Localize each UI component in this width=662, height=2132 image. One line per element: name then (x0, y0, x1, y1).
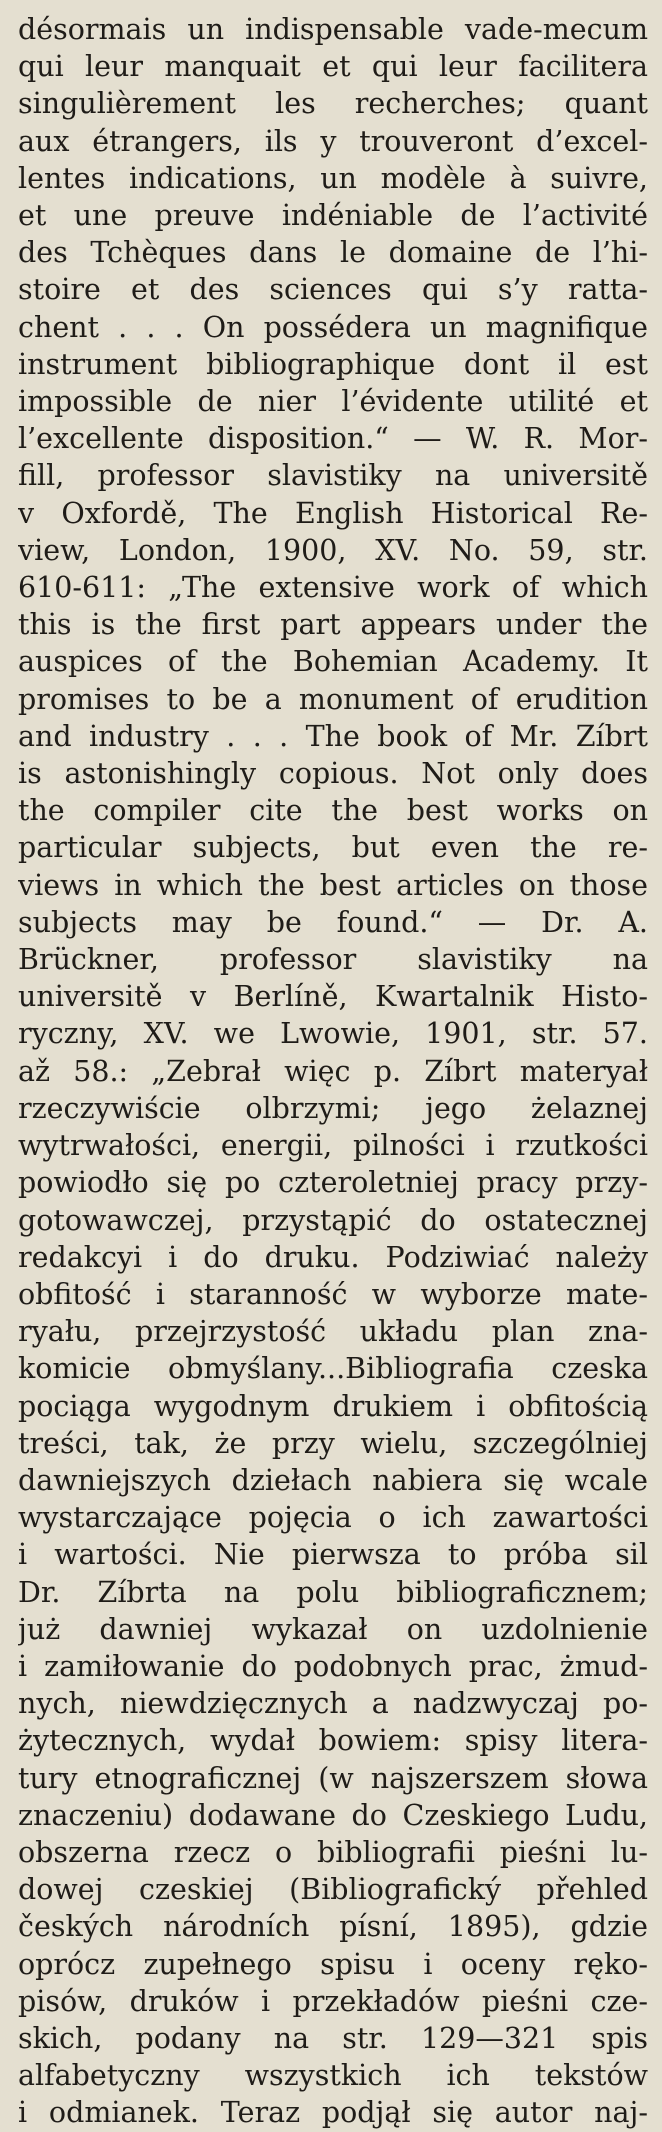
text-line: v Oxfordě, The English Historical Re- (18, 496, 648, 530)
text-line: qui leur manquait et qui leur facilitera (18, 50, 648, 84)
text-line: skich, podany na str. 129—321 spis (18, 2021, 648, 2055)
text-line: lentes indications, un modèle à suivre, (18, 161, 648, 195)
text-line: tury etnograficznej (w najszerszem słowa (18, 1761, 648, 1795)
text-line: views in which the best articles on those (18, 868, 648, 902)
text-line: i odmianek. Teraz podjął się autor naj- (18, 2096, 648, 2130)
text-line: des Tchèques dans le domaine de l’hi- (18, 236, 648, 270)
text-line: is astonishingly copious. Not only does (18, 757, 648, 791)
text-line: 610-611: „The extensive work of which (18, 571, 648, 605)
text-line: komicie obmyślany...Bibliografia czeska (18, 1352, 648, 1386)
text-line: Dr. Zíbrta na polu bibliograficznem; (18, 1575, 648, 1609)
text-line: gotowawczej, przystąpić do ostatecznej (18, 1203, 648, 1237)
text-line: et une preuve indéniable de l’activité (18, 199, 648, 233)
text-line: auspices of the Bohemian Academy. It (18, 645, 648, 679)
text-line: view, London, 1900, XV. No. 59, str. (18, 533, 648, 567)
text-line: znaczeniu) dodawane do Czeskiego Ludu, (18, 1798, 648, 1832)
text-line: ryału, przejrzystość układu plan zna- (18, 1315, 648, 1349)
text-line: chent . . . On possédera un magnifique (18, 310, 648, 344)
text-line: impossible de nier l’évidente utilité et (18, 385, 648, 419)
text-line: pociąga wygodnym drukiem i obfitością (18, 1389, 648, 1423)
text-line: Brückner, professor slavistiky na (18, 943, 648, 977)
text-line: i wartości. Nie pierwsza to próba sil (18, 1538, 648, 1572)
text-line: and industry . . . The book of Mr. Zíbrt (18, 719, 648, 753)
text-column (18, 11, 648, 2132)
text-line: nych, niewdzięcznych a nadzwyczaj po- (18, 1687, 648, 1721)
text-line: až 58.: „Zebrał więc p. Zíbrt materyał (18, 1054, 648, 1088)
text-line: redakcyi i do druku. Podziwiać należy (18, 1240, 648, 1274)
text-line: pisów, druków i przekładów pieśni cze- (18, 1984, 648, 2018)
text-line: českých národních písní, 1895), gdzie (18, 1910, 648, 1944)
text-line: stoire et des sciences qui s’y ratta- (18, 273, 648, 307)
text-line: alfabetyczny wszystkich ich tekstów (18, 2059, 648, 2093)
text-line: i zamiłowanie do podobnych prac, żmud- (18, 1649, 648, 1683)
text-line: subjects may be found.“ — Dr. A. (18, 905, 648, 939)
text-line: już dawniej wykazał on uzdolnienie (18, 1612, 648, 1646)
text-line: universitě v Berlíně, Kwartalnik Histo- (18, 980, 648, 1014)
text-line: obszerna rzecz o bibliografii pieśni lu- (18, 1835, 648, 1869)
text-line: żytecznych, wydał bowiem: spisy litera- (18, 1724, 648, 1758)
text-line: instrument bibliographique dont il est (18, 347, 648, 381)
text-line: treści, tak, że przy wielu, szczególniej (18, 1426, 648, 1460)
text-line: l’excellente disposition.“ — W. R. Mor- (18, 422, 648, 456)
text-line: obfitość i staranność w wyborze mate- (18, 1277, 648, 1311)
text-line: désormais un indispensable vade-mecum (18, 13, 648, 46)
text-line: oprócz zupełnego spisu i oceny ręko- (18, 1947, 648, 1981)
text-line: dowej czeskiej (Bibliografický přehled (18, 1873, 648, 1907)
text-line: dawniejszych dziełach nabiera się wcale (18, 1463, 648, 1497)
text-line: this is the first part appears under the (18, 608, 648, 642)
text-line: the compiler cite the best works on (18, 794, 648, 828)
text-line: rzeczywiście olbrzymi; jego żelaznej (18, 1091, 648, 1125)
text-line: aux étrangers, ils y trouveront d’excel- (18, 124, 648, 158)
text-line: wystarczające pojęcia o ich zawartości (18, 1501, 648, 1535)
text-line: fill, professor slavistiky na universitě (18, 459, 648, 493)
text-line: powiodło się po czteroletniej pracy przy- (18, 1166, 648, 1200)
text-line: wytrwałości, energii, pilności i rzutkości (18, 1129, 648, 1163)
text-line: particular subjects, but even the re- (18, 831, 648, 865)
text-line: ryczny, XV. we Lwowie, 1901, str. 57. (18, 1017, 648, 1051)
text-line: singulièrement les recherches; quant (18, 87, 648, 121)
text-line: promises to be a monument of erudition (18, 682, 648, 716)
